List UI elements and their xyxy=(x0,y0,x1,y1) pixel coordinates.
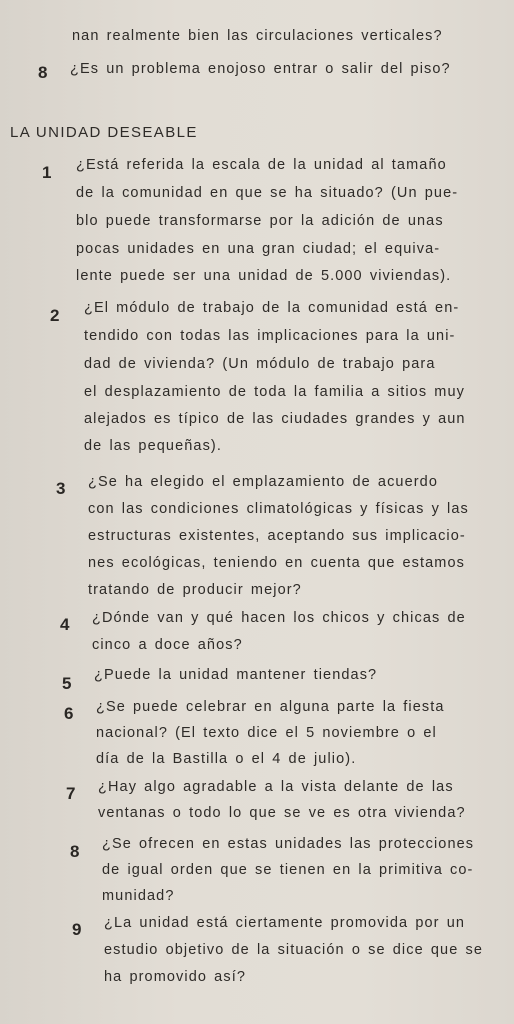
item-line: blo puede transformarse por la adición de unas xyxy=(76,213,444,229)
item-number: 3 xyxy=(56,479,66,498)
item-number: 7 xyxy=(66,784,76,803)
item-line: nes ecológicas, teniendo en cuenta que estamos xyxy=(88,555,465,571)
item-line: de igual orden que se tienen en la primitiva co- xyxy=(102,862,474,878)
item-line: ¿Puede la unidad mantener tiendas? xyxy=(94,667,378,683)
item-number: 8 xyxy=(70,842,80,861)
item-line: ¿El módulo de trabajo de la comunidad está en- xyxy=(84,300,460,316)
item-line: tendido con todas las implicaciones para la uni- xyxy=(84,328,456,344)
item-number: 1 xyxy=(42,163,52,182)
item-line: de la comunidad en que se ha situado? (Un pue- xyxy=(76,185,459,201)
item-line: lente puede ser una unidad de 5.000 viviendas). xyxy=(76,268,452,284)
item-line: ¿Dónde van y qué hacen los chicos y chicas de xyxy=(92,610,466,626)
item-line: de las pequeñas). xyxy=(84,438,222,454)
prev-item-number: 8 xyxy=(38,63,48,82)
item-number: 4 xyxy=(60,615,70,634)
prev-item-line: ¿Es un problema enojoso entrar o salir del piso? xyxy=(70,61,451,77)
item-number: 6 xyxy=(64,704,74,723)
section-title: LA UNIDAD DESEABLE xyxy=(10,124,198,141)
item-line: día de la Bastilla o el 4 de julio). xyxy=(96,751,357,767)
item-line: tratando de producir mejor? xyxy=(88,582,302,598)
item-line: pocas unidades en una gran ciudad; el equiva- xyxy=(76,241,441,257)
item-line: ¿Se ha elegido el emplazamiento de acuerdo xyxy=(88,474,438,490)
item-line: nacional? (El texto dice el 5 noviembre o el xyxy=(96,725,437,741)
item-line: ¿Se ofrecen en estas unidades las protecciones xyxy=(102,836,475,852)
item-number: 9 xyxy=(72,920,82,939)
item-line: alejados es típico de las ciudades grandes y aun xyxy=(84,411,466,427)
item-line: con las condiciones climatológicas y físicas y las xyxy=(88,501,469,517)
item-number: 2 xyxy=(50,306,60,325)
carryover-line: nan realmente bien las circulaciones verticales? xyxy=(72,28,443,44)
item-number: 5 xyxy=(62,674,72,693)
item-line: ¿Se puede celebrar en alguna parte la fiesta xyxy=(96,699,445,715)
item-line: estructuras existentes, aceptando sus implicacio- xyxy=(88,528,466,544)
item-line: ¿Hay algo agradable a la vista delante de las xyxy=(98,779,454,795)
item-line: ha promovido así? xyxy=(104,969,246,985)
item-line: estudio objetivo de la situación o se dice que se xyxy=(104,942,484,958)
item-line: munidad? xyxy=(102,888,175,904)
item-line: el desplazamiento de toda la familia a sitios muy xyxy=(84,384,466,400)
item-line: cinco a doce años? xyxy=(92,637,243,653)
item-line: ¿La unidad está ciertamente promovida por un xyxy=(104,915,466,931)
item-line: dad de vivienda? (Un módulo de trabajo para xyxy=(84,356,436,372)
item-line: ventanas o todo lo que se ve es otra vivienda? xyxy=(98,805,466,821)
item-line: ¿Está referida la escala de la unidad al tamaño xyxy=(76,157,447,173)
